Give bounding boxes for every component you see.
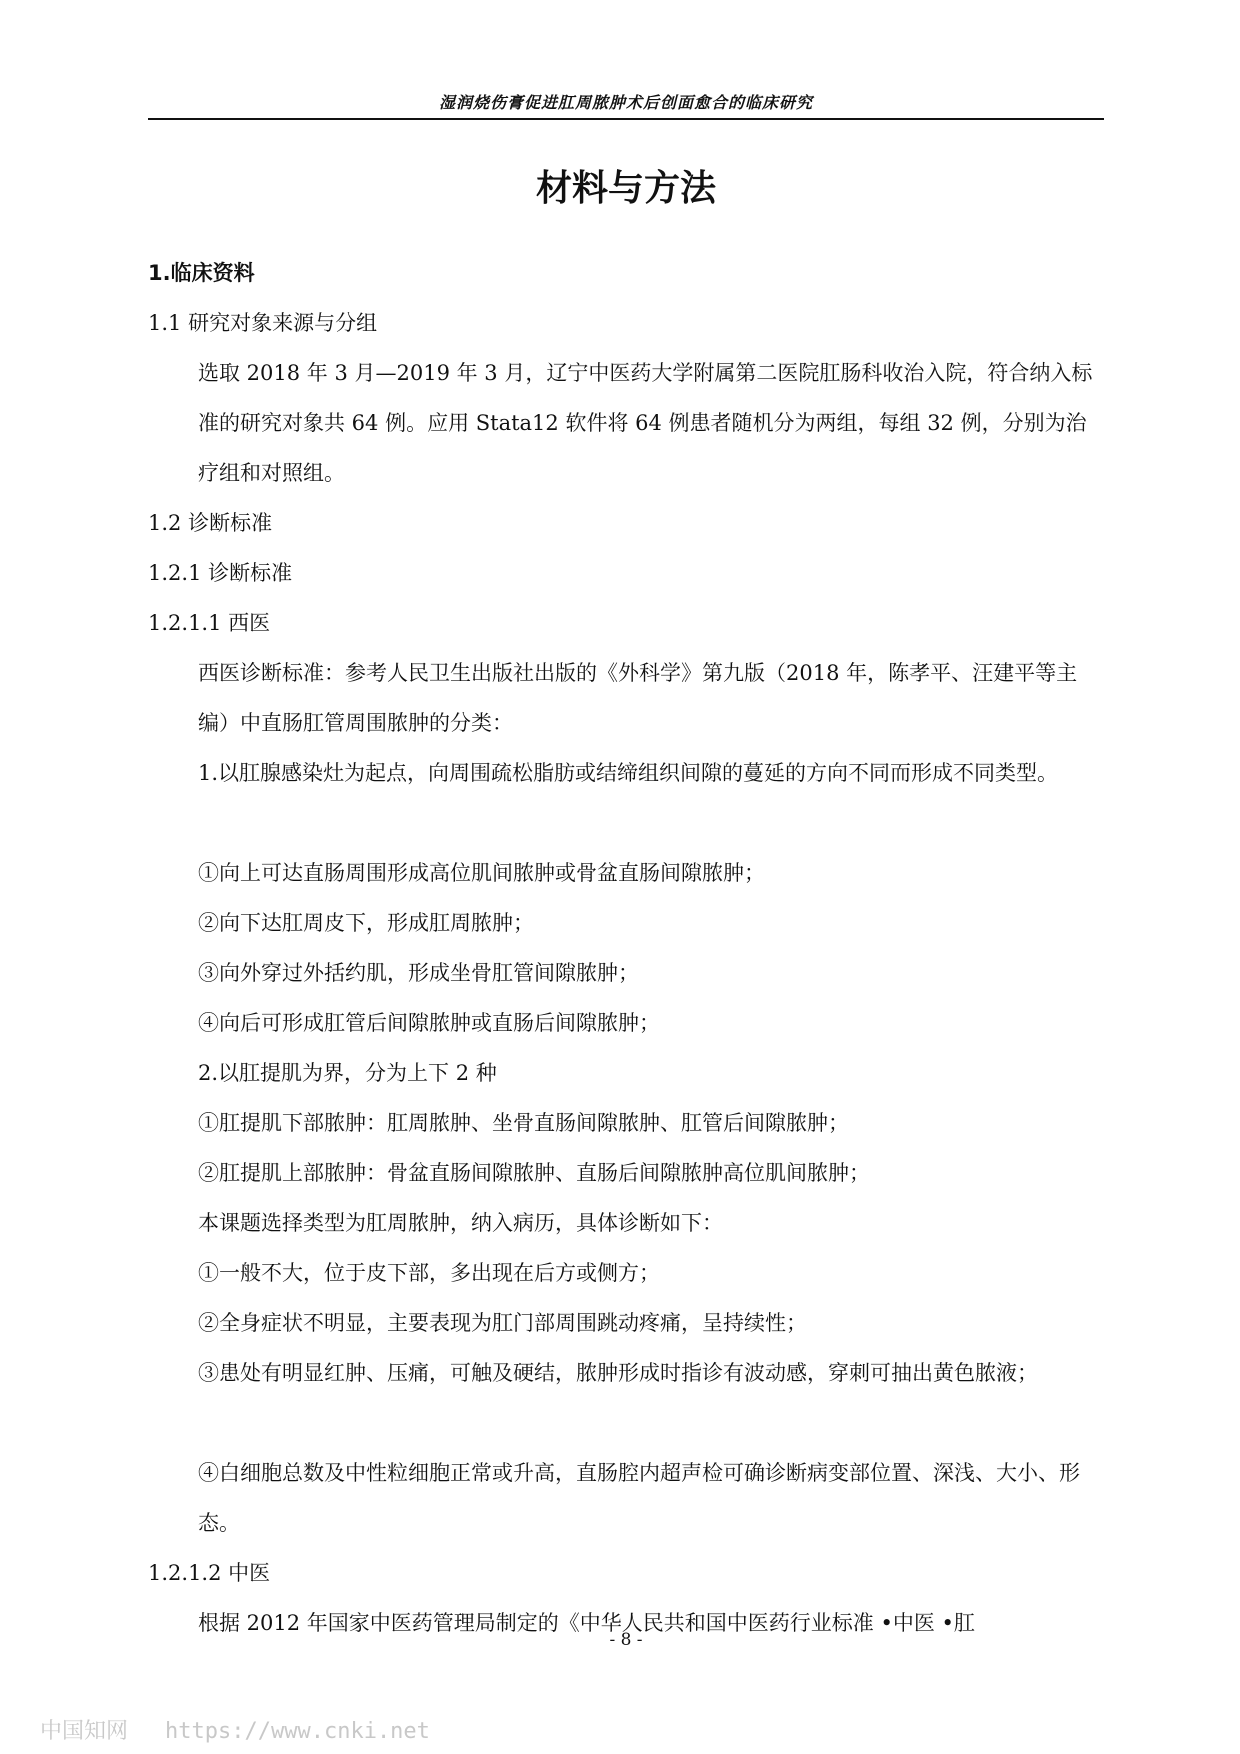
paragraph: 根据 2012 年国家中医药管理局制定的《中华人民共和国中医药行业标准 •中医 •肛	[198, 1611, 975, 1635]
paragraph: 2.以肛提肌为界，分为上下 2 种	[198, 1061, 497, 1085]
subsection-heading: 1.2.1 诊断标准	[148, 561, 293, 585]
list-item: ①肛提肌下部脓肿：肛周脓肿、坐骨直肠间隙脓肿、肛管后间隙脓肿；	[198, 1111, 849, 1135]
list-item: ①一般不大，位于皮下部，多出现在后方或侧方；	[198, 1261, 660, 1285]
list-item: ③向外穿过外括约肌，形成坐骨肛管间隙脓肿；	[198, 961, 639, 985]
section-heading: 1.临床资料	[148, 261, 255, 285]
header-rule	[148, 118, 1104, 120]
watermark-url: https://www.cnki.net	[165, 1719, 430, 1744]
watermark	[40, 1714, 430, 1745]
subsection-heading: 1.2 诊断标准	[148, 511, 273, 535]
paragraph: 本课题选择类型为肛周脓肿，纳入病历，具体诊断如下：	[198, 1211, 723, 1235]
subsection-heading: 1.2.1.1 西医	[148, 611, 271, 635]
list-item: ④白细胞总数及中性粒细胞正常或升高，直肠腔内超声检可确诊断病变部位置、深浅、大小、形态。	[198, 1461, 1080, 1535]
subsection-heading: 1.1 研究对象来源与分组	[148, 311, 378, 335]
document-body	[148, 248, 1104, 1648]
paragraph: 西医诊断标准：参考人民卫生出版社出版的《外科学》第九版（2018 年，陈孝平、汪建平等主编）中直肠肛管周围脓肿的分类：	[198, 661, 1078, 735]
list-item: ①向上可达直肠周围形成高位肌间脓肿或骨盆直肠间隙脓肿；	[198, 861, 765, 885]
list-item: ②全身症状不明显，主要表现为肛门部周围跳动疼痛，呈持续性；	[198, 1311, 807, 1335]
paragraph: 1.以肛腺感染灶为起点，向周围疏松脂肪或结缔组织间隙的蔓延的方向不同而形成不同类型。	[198, 761, 1059, 785]
paragraph: 选取 2018 年 3 月—2019 年 3 月，辽宁中医药大学附属第二医院肛肠科收治入院，符合纳入标准的研究对象共 64 例。应用 Stata12 软件将 64 例患者随机分为两组，每组 32 例，分别为治疗组和对照组。	[198, 361, 1093, 485]
list-item: ③患处有明显红肿、压痛，可触及硬结，脓肿形成时指诊有波动感，穿刺可抽出黄色脓液；	[198, 1361, 1038, 1385]
list-item: ④向后可形成肛管后间隙脓肿或直肠后间隙脓肿；	[198, 1011, 660, 1035]
page-title: 材料与方法	[535, 168, 716, 209]
page-number: - 8 -	[609, 1630, 643, 1650]
subsection-heading: 1.2.1.2 中医	[148, 1561, 271, 1585]
running-header: 湿润烧伤膏促进肛周脓肿术后创面愈合的临床研究	[438, 93, 813, 112]
watermark-brand: 中国知网	[40, 1719, 129, 1744]
list-item: ②向下达肛周皮下，形成肛周脓肿；	[198, 911, 534, 935]
list-item: ②肛提肌上部脓肿：骨盆直肠间隙脓肿、直肠后间隙脓肿高位肌间脓肿；	[198, 1161, 870, 1185]
